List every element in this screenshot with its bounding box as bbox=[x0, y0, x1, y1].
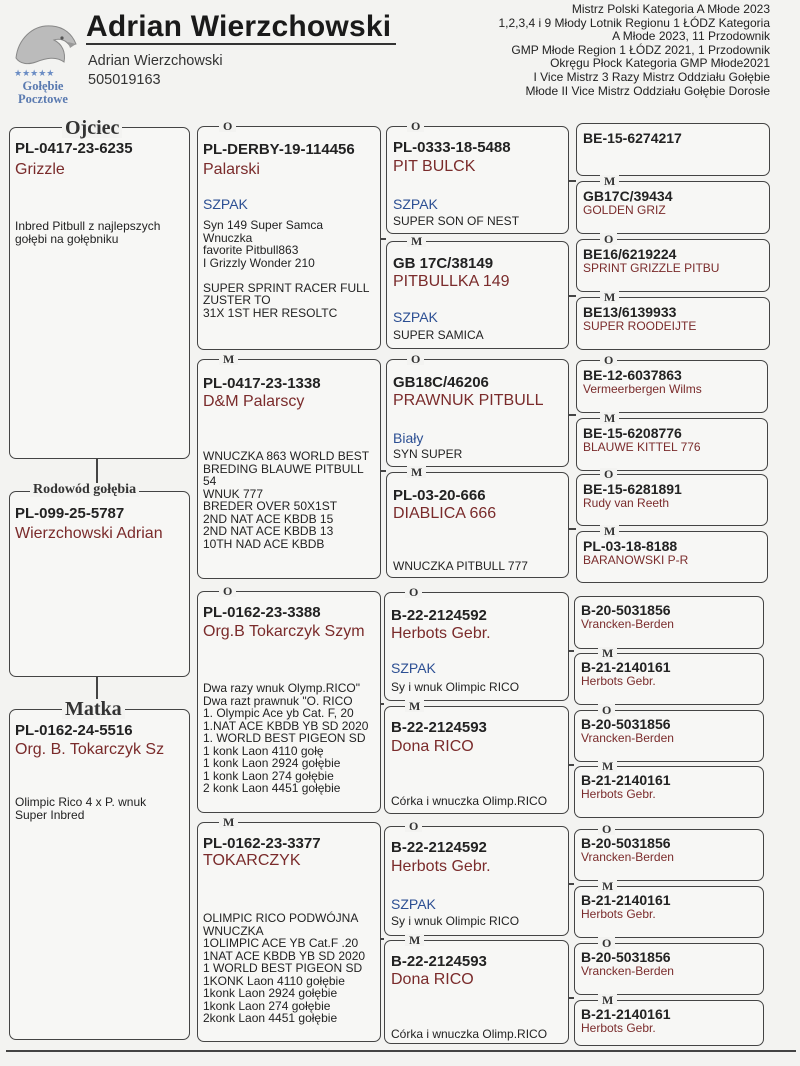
connector bbox=[569, 180, 576, 182]
gen4-ring: B-21-2140161 bbox=[581, 772, 671, 788]
mother-label: Matka bbox=[62, 699, 125, 719]
male-mark: O bbox=[600, 354, 617, 366]
male-mark: O bbox=[405, 586, 422, 598]
female-mark: M bbox=[219, 353, 238, 365]
gen4-name: Vrancken-Berden bbox=[581, 964, 674, 978]
gen3-name: Dona RICO bbox=[391, 738, 474, 755]
pedigree-label: Rodowód gołębia bbox=[30, 483, 139, 497]
gen3-box bbox=[386, 359, 569, 467]
gen4-box bbox=[574, 943, 764, 995]
gen3-color: SZPAK bbox=[393, 309, 438, 325]
father-name: Grizzle bbox=[15, 161, 65, 178]
gen4-box bbox=[574, 653, 764, 705]
connector bbox=[380, 938, 384, 940]
gen4-box bbox=[576, 360, 768, 413]
gen4-name: Vrancken-Berden bbox=[581, 850, 674, 864]
gen3-name: PIT BULCK bbox=[393, 158, 476, 175]
gen3-name: DIABLICA 666 bbox=[393, 505, 497, 522]
gen4-name: Rudy van Reeth bbox=[583, 496, 670, 510]
gen3-notes: Sy i wnuk Olimpic RICO bbox=[391, 680, 520, 694]
logo bbox=[6, 10, 80, 108]
gen4-name: GOLDEN GRIZ bbox=[583, 203, 666, 217]
gen3-ring: B-22-2124592 bbox=[391, 607, 487, 624]
female-mark: M bbox=[407, 235, 426, 247]
male-mark: O bbox=[407, 353, 424, 365]
gen3-ring: PL-0333-18-5488 bbox=[393, 139, 511, 156]
father-ring: PL-0417-23-6235 bbox=[15, 140, 133, 157]
father-box bbox=[9, 127, 190, 459]
gen3-notes: WNUCZKA PITBULL 777 bbox=[393, 559, 528, 573]
ff-ring: PL-DERBY-19-114456 bbox=[203, 141, 355, 158]
female-mark: M bbox=[405, 700, 424, 712]
gen3-box bbox=[384, 592, 569, 701]
gen4-name: Vermeerbergen Wilms bbox=[583, 382, 702, 396]
mm-notes: OLIMPIC RICO PODWÓJNA WNUCZKA 1OLIMPIC ACE YB Cat.F .20 1NAT ACE KBDB YB SD 2020 1 WORLD BEST PIGEON SD 1KONK Laon 4110 gołębie 1konk Laon 2924 gołębie 1konk Laon 274 gołębie 2konk Laon 4451 gołębie bbox=[203, 911, 366, 1025]
male-mark: O bbox=[407, 120, 424, 132]
mf-name: Org.B Tokarczyk Szym bbox=[203, 623, 365, 640]
mf-notes: Dwa razy wnuk Olymp.RICO" Dwa razt prawnuk "O. RICO 1. Olympic Ace yb Cat. F, 20 1.NAT ACE KBDB YB SD 2020 1. WORLD BEST PIGEON SD 1 konk Laon 4110 gołę 1 konk Laon 2924 gołębie 1 konk Laon 274 gołębie 2 konk Laon 4451 gołębie bbox=[203, 681, 369, 795]
male-mark: O bbox=[600, 233, 617, 245]
gen3-color: Biały bbox=[393, 430, 424, 446]
male-mark: O bbox=[598, 937, 615, 949]
gen3-name: PRAWNUK PITBULL bbox=[393, 392, 544, 409]
ff-notes: Syn 149 Super Samca Wnuczka favorite Pitbull863 I Grizzly Wonder 210 SUPER SPRINT RACER FULL ZUSTER TO 31X 1ST HER RESOLTC bbox=[203, 218, 370, 320]
gen4-name: Herbots Gebr. bbox=[581, 674, 656, 688]
mm-name: TOKARCZYK bbox=[203, 852, 301, 869]
gen3-ring: B-22-2124593 bbox=[391, 953, 487, 970]
page-title: Adrian Wierzchowski bbox=[86, 10, 392, 43]
female-mark: M bbox=[598, 760, 617, 772]
gen4-box bbox=[574, 829, 764, 881]
gen4-box bbox=[576, 239, 770, 292]
mother-ring: PL-0162-24-5516 bbox=[15, 722, 133, 739]
gen3-box bbox=[386, 126, 569, 234]
gen4-ring: B-21-2140161 bbox=[581, 659, 671, 675]
gen4-box bbox=[576, 474, 768, 526]
gen3-color: SZPAK bbox=[391, 896, 436, 912]
gen4-name: Herbots Gebr. bbox=[581, 907, 656, 921]
gen3-ring: PL-03-20-666 bbox=[393, 487, 486, 504]
male-mark: O bbox=[219, 585, 236, 597]
connector bbox=[569, 997, 574, 999]
female-mark: M bbox=[598, 647, 617, 659]
gen3-name: Herbots Gebr. bbox=[391, 625, 491, 642]
mother-name: Org. B. Tokarczyk Sz bbox=[15, 741, 165, 758]
gen3-color: SZPAK bbox=[393, 196, 438, 212]
gen4-box bbox=[574, 886, 764, 938]
gen3-ring: B-22-2124592 bbox=[391, 839, 487, 856]
owner-phone: 505019163 bbox=[88, 72, 161, 88]
logo-text: Gołębie Pocztowe bbox=[18, 79, 68, 106]
gen3-box bbox=[384, 706, 569, 814]
gen3-notes: SYN SUPER bbox=[393, 447, 463, 461]
gen3-name: Herbots Gebr. bbox=[391, 858, 491, 875]
connector bbox=[380, 703, 384, 705]
gen4-ring: BE13/6139933 bbox=[583, 304, 677, 320]
female-mark: M bbox=[405, 934, 424, 946]
gen4-ring: B-20-5031856 bbox=[581, 835, 671, 851]
gen4-ring: BE16/6219224 bbox=[583, 246, 677, 262]
father-notes: Inbred Pitbull z najlepszych gołębi na gołębniku bbox=[15, 219, 161, 246]
gen4-box bbox=[574, 710, 764, 762]
gen4-ring: B-21-2140161 bbox=[581, 1006, 671, 1022]
gen3-box bbox=[386, 472, 569, 578]
owner-name: Adrian Wierzchowski bbox=[88, 53, 223, 69]
fm-ring: PL-0417-23-1338 bbox=[203, 375, 321, 392]
male-mark: O bbox=[405, 820, 422, 832]
gen3-ring: GB18C/46206 bbox=[393, 374, 489, 391]
female-mark: M bbox=[598, 994, 617, 1006]
connector bbox=[569, 295, 576, 297]
gen4-box bbox=[574, 596, 764, 649]
father-label: Ojciec bbox=[62, 118, 122, 138]
gen4-box bbox=[574, 766, 764, 818]
mother-notes: Olimpic Rico 4 x P. wnuk Super Inbred bbox=[15, 795, 147, 822]
gen4-ring: B-20-5031856 bbox=[581, 716, 671, 732]
gen3-name: Dona RICO bbox=[391, 971, 474, 988]
mf-box bbox=[197, 591, 381, 813]
connector bbox=[380, 470, 386, 472]
mother-box bbox=[9, 709, 190, 1040]
title-underline bbox=[86, 43, 396, 45]
gen4-name: BLAUWE KITTEL 776 bbox=[583, 440, 701, 454]
gen4-ring: BE-12-6037863 bbox=[583, 367, 682, 383]
gen4-box bbox=[576, 531, 768, 583]
connector bbox=[569, 414, 576, 416]
gen4-ring: BE-15-6208776 bbox=[583, 425, 682, 441]
male-mark: O bbox=[598, 704, 615, 716]
fm-box bbox=[197, 359, 381, 579]
mm-ring: PL-0162-23-3377 bbox=[203, 835, 321, 852]
connector bbox=[96, 459, 98, 483]
subject-ring: PL-099-25-5787 bbox=[15, 505, 125, 522]
gen4-name: Vrancken-Berden bbox=[581, 731, 674, 745]
gen4-ring: PL-03-18-8188 bbox=[583, 538, 678, 554]
ff-box bbox=[197, 126, 381, 350]
gen3-notes: SUPER SON OF NEST bbox=[393, 214, 520, 228]
female-mark: M bbox=[219, 816, 238, 828]
female-mark: M bbox=[600, 525, 619, 537]
gen4-ring: B-21-2140161 bbox=[581, 892, 671, 908]
gen3-box bbox=[384, 940, 569, 1044]
female-mark: M bbox=[600, 291, 619, 303]
gen3-ring: B-22-2124593 bbox=[391, 719, 487, 736]
connector bbox=[380, 238, 386, 240]
gen4-ring: GB17C/39434 bbox=[583, 188, 673, 204]
gen4-box bbox=[576, 297, 770, 350]
fm-notes: WNUCZKA 863 WORLD BEST BREDING BLAUWE PITBULL 54 WNUK 777 BREDER OVER 50X1ST 2ND NAT ACE KBDB 15 2ND NAT ACE KBDB 13 10TH NAD ACE KBDB bbox=[203, 449, 370, 551]
ff-color: SZPAK bbox=[203, 196, 248, 212]
gen4-ring: B-20-5031856 bbox=[581, 949, 671, 965]
male-mark: O bbox=[600, 468, 617, 480]
gen3-box bbox=[384, 826, 569, 936]
fm-name: D&M Palarscy bbox=[203, 393, 305, 410]
gen3-box bbox=[386, 241, 569, 349]
female-mark: M bbox=[600, 412, 619, 424]
male-mark: O bbox=[598, 823, 615, 835]
gen4-box bbox=[576, 418, 768, 471]
bottom-rule bbox=[6, 1050, 796, 1052]
connector bbox=[569, 764, 574, 766]
gen3-notes: Córka i wnuczka Olimp.RICO bbox=[391, 794, 548, 808]
ff-name: Palarski bbox=[203, 161, 260, 178]
gen4-name: BARANOWSKI P-R bbox=[583, 553, 689, 567]
gen3-color: SZPAK bbox=[391, 660, 436, 676]
connector bbox=[569, 650, 574, 652]
connector bbox=[569, 883, 574, 885]
female-mark: M bbox=[598, 880, 617, 892]
subject-box bbox=[9, 491, 190, 677]
gen4-name: Herbots Gebr. bbox=[581, 1021, 656, 1035]
mf-ring: PL-0162-23-3388 bbox=[203, 604, 321, 621]
gen4-name: SUPER ROODEIJTE bbox=[583, 319, 697, 333]
female-mark: M bbox=[600, 175, 619, 187]
gen4-box bbox=[576, 123, 770, 176]
gen3-notes: Sy i wnuk Olimpic RICO bbox=[391, 914, 520, 928]
gen3-name: PITBULLKA 149 bbox=[393, 273, 510, 290]
achievements-list: Mistrz Polski Kategoria A Młode 2023 1,2,3,4 i 9 Młody Lotnik Regionu 1 ŁÓDZ Kategoria A Młode 2023, 11 Przodownik GMP Młode Region 1 ŁÓDZ 2021, 1 Przodownik Okręgu Płock Kategoria GMP Młode2021 I Vice Mistrz 3 Razy Mistrz Oddziału Gołębie Młode II Vice Mistrz Oddziału Gołębie Dorosłe bbox=[498, 2, 770, 98]
female-mark: M bbox=[407, 466, 426, 478]
gen3-notes: Córka i wnuczka Olimp.RICO bbox=[391, 1027, 548, 1041]
connector bbox=[569, 528, 576, 530]
gen4-name: SPRINT GRIZZLE PITBU bbox=[583, 261, 720, 275]
gen4-name: Vrancken-Berden bbox=[581, 617, 674, 631]
svg-text:★★★★★: ★★★★★ bbox=[14, 69, 55, 79]
gen3-ring: GB 17C/38149 bbox=[393, 255, 494, 272]
gen4-ring: BE-15-6281891 bbox=[583, 481, 682, 497]
gen3-notes: SUPER SAMICA bbox=[393, 328, 484, 342]
gen4-ring: BE-15-6274217 bbox=[583, 130, 682, 146]
gen4-ring: B-20-5031856 bbox=[581, 602, 671, 618]
gen4-name: Herbots Gebr. bbox=[581, 787, 656, 801]
male-mark: O bbox=[219, 120, 236, 132]
gen4-box bbox=[576, 181, 770, 234]
mm-box bbox=[197, 822, 381, 1042]
subject-name: Wierzchowski Adrian bbox=[15, 525, 163, 542]
